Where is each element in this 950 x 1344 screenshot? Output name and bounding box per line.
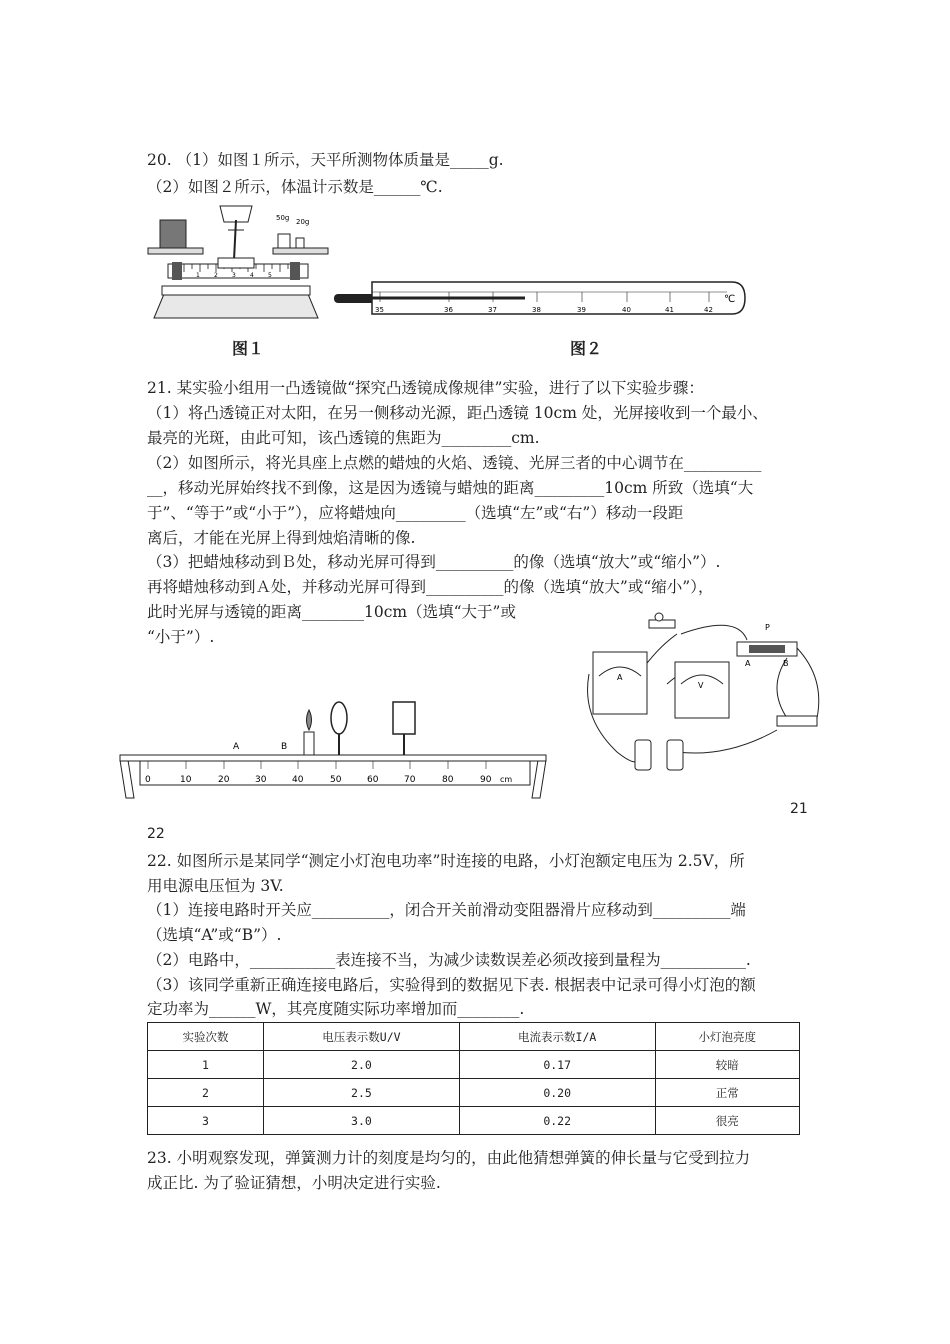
point-b-label: B <box>281 742 288 752</box>
bench-tick-50: 50 <box>330 775 342 785</box>
bench-tick-20: 20 <box>218 775 230 785</box>
q21-line-7: 离后，才能在光屏上得到烛焰清晰的像. <box>147 529 416 547</box>
bench-tick-40: 40 <box>292 775 304 785</box>
bench-tick-70: 70 <box>404 775 416 785</box>
bench-tick-80: 80 <box>442 775 454 785</box>
table-cell: 2 <box>148 1079 264 1107</box>
table-header-cell: 电压表示数U/V <box>264 1023 460 1051</box>
thermo-tick-35: 35 <box>375 306 384 314</box>
q21-line-11: “小于”）. <box>147 628 215 646</box>
q21-line-5: __，移动光屏始终找不到像，这是因为透镜与蜡烛的距离_________10cm 所致（选填“大 <box>147 479 754 497</box>
balance-figure <box>148 200 323 322</box>
table-cell: 1 <box>148 1051 264 1079</box>
table-cell: 2.5 <box>264 1079 460 1107</box>
bench-unit: cm <box>500 775 513 784</box>
bench-tick-60: 60 <box>367 775 379 785</box>
q21-line-4: （2）如图所示，将光具座上点燃的蜡烛的火焰、透镜、光屏三者的中心调节在__________ <box>147 454 762 472</box>
weight-label-50g: 50g <box>276 214 290 222</box>
q21-line-6: 于”、“等于”或“小于”），应将蜡烛向_________（选填“左”或“右”）移动一段距 <box>147 504 684 522</box>
thermo-tick-42: 42 <box>704 306 713 314</box>
q22-line-1: 22. 如图所示是某同学“测定小灯泡电功率”时连接的电路，小灯泡额定电压为 2.5V，所 <box>147 852 745 870</box>
table-cell: 0.22 <box>459 1107 655 1135</box>
scale-num-5: 5 <box>268 272 272 279</box>
bench-tick-30: 30 <box>255 775 267 785</box>
weight-label-20g: 20g <box>296 218 310 226</box>
thermometer-figure <box>332 280 747 320</box>
scale-num-2: 2 <box>214 272 218 279</box>
rheostat-a-label: A <box>745 659 751 668</box>
table-cell: 2.0 <box>264 1051 460 1079</box>
table-header-cell: 小灯泡亮度 <box>655 1023 799 1051</box>
table-cell: 很亮 <box>655 1107 799 1135</box>
rheostat-b-label: B <box>783 659 789 668</box>
q22-line-5: （2）电路中，___________表连接不当，为减少读数误差必须改接到量程为___________. <box>147 951 751 969</box>
fig-label-22: 22 <box>147 826 165 842</box>
q20-line-1: 20. （1）如图１所示，天平所测物体质量是_____g. <box>147 151 504 169</box>
thermo-tick-37: 37 <box>488 306 497 314</box>
scale-num-3: 3 <box>232 272 236 279</box>
table-cell: 0.17 <box>459 1051 655 1079</box>
table-header-row <box>148 1023 800 1051</box>
table-row <box>148 1051 800 1079</box>
rheostat-p-label: P <box>765 623 770 632</box>
q22-line-2: 用电源电压恒为 3V. <box>147 877 284 895</box>
table-cell: 3 <box>148 1107 264 1135</box>
q22-line-4: （选填“A”或“B”）. <box>147 926 282 944</box>
q22-line-7: 定功率为______W，其亮度随实际功率增加而________. <box>147 1000 525 1018</box>
scale-num-1: 1 <box>196 272 200 279</box>
thermo-tick-40: 40 <box>622 306 631 314</box>
q21-line-8: （3）把蜡烛移动到Ｂ处，移动光屏可得到__________的像（选填“放大”或“缩小”）. <box>147 553 721 571</box>
q23-line-2: 成正比. 为了验证猜想，小明决定进行实验. <box>147 1174 441 1192</box>
thermo-tick-39: 39 <box>577 306 586 314</box>
bench-tick-90: 90 <box>480 775 492 785</box>
fig-label-21: 21 <box>790 801 808 817</box>
table-cell: 较暗 <box>655 1051 799 1079</box>
table-cell: 0.20 <box>459 1079 655 1107</box>
q21-line-3: 最亮的光斑，由此可知，该凸透镜的焦距为_________cm. <box>147 429 540 447</box>
table-cell: 3.0 <box>264 1107 460 1135</box>
q23-line-1: 23. 小明观察发现，弹簧测力计的刻度是均匀的，由此他猜想弹簧的伸长量与它受到拉力 <box>147 1149 751 1167</box>
q20-line-2: （2）如图２所示，体温计示数是______℃. <box>147 178 443 196</box>
table-row <box>148 1079 800 1107</box>
fig1-caption: 图１ <box>232 339 265 358</box>
bench-tick-10: 10 <box>180 775 192 785</box>
table-header-cell: 实验次数 <box>148 1023 264 1051</box>
q22-line-3: （1）连接电路时开关应__________，闭合开关前滑动变阻器滑片应移动到__________端 <box>147 901 746 919</box>
circuit-figure <box>577 618 827 778</box>
q21-line-2: （1）将凸透镜正对太阳，在另一侧移动光源，距凸透镜 10cm 处，光屏接收到一个最小、 <box>147 404 768 422</box>
scale-num-4: 4 <box>250 272 254 279</box>
thermo-tick-36: 36 <box>444 306 453 314</box>
data-table <box>147 1022 800 1135</box>
thermo-tick-41: 41 <box>665 306 674 314</box>
q22-line-6: （3）该同学重新正确连接电路后，实验得到的数据见下表. 根据表中记录可得小灯泡的额 <box>147 976 756 994</box>
q21-line-9: 再将蜡烛移动到Ａ处，并移动光屏可得到__________的像（选填“放大”或“缩小”）， <box>147 578 714 596</box>
bench-tick-0: 0 <box>145 775 151 785</box>
thermo-tick-38: 38 <box>532 306 541 314</box>
ammeter-label: A <box>617 673 623 682</box>
point-a-label: A <box>233 742 240 752</box>
table-cell: 正常 <box>655 1079 799 1107</box>
table-row <box>148 1107 800 1135</box>
optical-bench-figure <box>118 700 548 805</box>
table-header-cell: 电流表示数I/A <box>459 1023 655 1051</box>
fig2-caption: 图２ <box>570 339 603 358</box>
q21-line-1: 21. 某实验小组用一凸透镜做“探究凸透镜成像规律”实验，进行了以下实验步骤： <box>147 379 704 397</box>
q21-line-10: 此时光屏与透镜的距离________10cm（选填“大于”或 <box>147 603 516 621</box>
voltmeter-label: V <box>698 681 704 690</box>
thermo-unit: ℃ <box>724 294 736 305</box>
